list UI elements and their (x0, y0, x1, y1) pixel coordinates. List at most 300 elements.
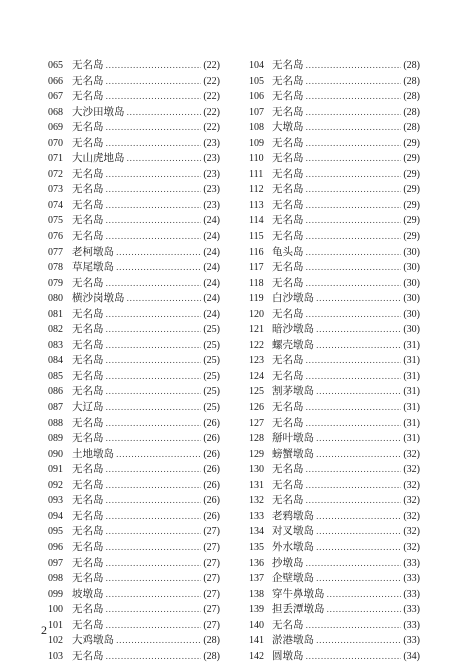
island-name: 无名岛 (72, 276, 104, 289)
entry-number: 086 (48, 386, 63, 398)
dot-leader (106, 478, 202, 494)
page-reference: (30) (403, 277, 420, 289)
dot-leader (106, 556, 202, 572)
dot-leader (106, 229, 202, 245)
island-name: 无名岛 (72, 354, 104, 367)
toc-entry (48, 245, 220, 261)
dot-leader (106, 400, 202, 416)
entry-number: 092 (48, 479, 63, 491)
toc-entry (249, 400, 420, 416)
page-reference: (33) (403, 557, 420, 569)
page-reference: (30) (403, 308, 420, 320)
toc-entry (48, 400, 220, 416)
island-name: 抄墩岛 (272, 556, 304, 569)
island-name: 土地墩岛 (72, 447, 114, 460)
toc-entry (249, 322, 420, 338)
island-name: 无名岛 (72, 59, 104, 71)
dot-leader (306, 478, 402, 494)
entry-number: 131 (249, 479, 264, 491)
toc-entry (48, 105, 220, 121)
entry-number: 080 (48, 293, 63, 305)
island-name: 无名岛 (272, 478, 304, 491)
page-reference: (28) (203, 650, 220, 662)
island-name: 淤港墩岛 (272, 634, 314, 647)
dot-leader (306, 151, 402, 167)
entry-number: 142 (249, 650, 264, 662)
entry-number: 129 (249, 448, 264, 460)
entry-number: 123 (249, 355, 264, 367)
island-name: 无名岛 (272, 167, 304, 180)
toc-entry (48, 416, 220, 432)
dot-leader (306, 198, 402, 214)
page-reference: (26) (203, 433, 220, 445)
page-reference: (26) (203, 464, 220, 476)
dot-leader (106, 182, 202, 198)
island-name: 无名岛 (72, 649, 104, 662)
toc-entry (48, 338, 220, 354)
toc-right-column (249, 58, 420, 664)
entry-number: 068 (48, 106, 63, 118)
island-name: 大山虎地岛 (72, 152, 125, 165)
toc-entry (48, 384, 220, 400)
page-reference: (26) (203, 448, 220, 460)
toc-entry (48, 291, 220, 307)
toc-entry (48, 540, 220, 556)
entry-number: 132 (249, 495, 264, 507)
page-reference: (31) (403, 355, 420, 367)
dot-leader (306, 74, 402, 90)
island-name: 草尾墩岛 (72, 261, 114, 274)
toc-entry (249, 524, 420, 540)
page-reference: (31) (403, 339, 420, 351)
dot-leader (106, 431, 202, 447)
toc-entry (48, 151, 220, 167)
dot-leader (106, 416, 202, 432)
island-name: 无名岛 (272, 276, 304, 289)
dot-leader (116, 245, 201, 261)
toc-entry (48, 633, 220, 649)
page-reference: (25) (203, 355, 220, 367)
page-reference: (29) (403, 184, 420, 196)
dot-leader (316, 633, 401, 649)
dot-leader (306, 136, 402, 152)
dot-leader (316, 322, 401, 338)
entry-number: 126 (249, 402, 264, 414)
page-reference: (25) (203, 339, 220, 351)
dot-leader (106, 509, 202, 525)
page-reference: (24) (203, 308, 220, 320)
toc-entry (249, 198, 420, 214)
island-name: 无名岛 (272, 369, 304, 382)
page-reference: (32) (403, 526, 420, 538)
entry-number: 139 (249, 604, 264, 616)
entry-number: 122 (249, 339, 264, 351)
island-name: 圆墩岛 (272, 649, 304, 662)
toc-entry (249, 182, 420, 198)
entry-number: 138 (249, 588, 264, 600)
island-name: 龟头岛 (272, 245, 304, 258)
island-name: 无名岛 (72, 618, 104, 631)
page-reference: (24) (203, 215, 220, 227)
island-name: 无名岛 (272, 59, 304, 71)
dot-leader (306, 167, 402, 183)
dot-leader (116, 633, 201, 649)
dot-leader (106, 493, 202, 509)
island-name: 白沙墩岛 (272, 292, 314, 305)
island-name: 掰叶墩岛 (272, 432, 314, 445)
page-reference: (29) (403, 153, 420, 165)
page-reference: (28) (403, 91, 420, 103)
page-reference: (29) (403, 199, 420, 211)
toc-entry (249, 447, 420, 463)
page-reference: (32) (403, 495, 420, 507)
island-name: 大墩岛 (272, 121, 304, 134)
toc-entry (249, 384, 420, 400)
island-name: 无名岛 (72, 136, 104, 149)
island-name: 大鸡墩岛 (72, 634, 114, 647)
entry-number: 117 (249, 262, 264, 274)
page-reference: (33) (403, 619, 420, 631)
entry-number: 106 (249, 91, 264, 103)
dot-leader (106, 307, 202, 323)
toc-entry (48, 509, 220, 525)
entry-number: 091 (48, 464, 63, 476)
entry-number: 101 (48, 619, 63, 631)
entry-number: 141 (249, 635, 264, 647)
dot-leader (306, 213, 402, 229)
dot-leader (106, 58, 202, 74)
dot-leader (316, 338, 401, 354)
dot-leader (327, 602, 402, 618)
island-name: 无名岛 (272, 136, 304, 149)
island-name: 无名岛 (272, 230, 304, 243)
island-name: 无名岛 (272, 494, 304, 507)
dot-leader (116, 260, 201, 276)
page-reference: (25) (203, 386, 220, 398)
entry-number: 112 (249, 184, 264, 196)
island-name: 大沙田墩岛 (72, 105, 125, 118)
page-reference: (33) (403, 635, 420, 647)
dot-leader (106, 120, 202, 136)
page-reference: (26) (203, 479, 220, 491)
toc-entry (48, 431, 220, 447)
entry-number: 107 (249, 106, 264, 118)
page-reference: (30) (403, 262, 420, 274)
island-name: 无名岛 (272, 183, 304, 196)
entry-number: 098 (48, 573, 63, 585)
dot-leader (106, 136, 202, 152)
toc-entry (249, 462, 420, 478)
page-reference: (25) (203, 324, 220, 336)
toc-entry (249, 353, 420, 369)
entry-number: 105 (249, 75, 264, 87)
entry-number: 065 (48, 60, 63, 71)
entry-number: 130 (249, 464, 264, 476)
toc-entry (48, 618, 220, 634)
entry-number: 097 (48, 557, 63, 569)
dot-leader (106, 602, 202, 618)
island-name: 无名岛 (272, 90, 304, 103)
island-name: 无名岛 (72, 338, 104, 351)
island-name: 无名岛 (272, 307, 304, 320)
toc-entry (249, 136, 420, 152)
entry-number: 137 (249, 573, 264, 585)
dot-leader (316, 540, 401, 556)
page-reference: (22) (203, 91, 220, 103)
page-reference: (24) (203, 277, 220, 289)
toc-entry (48, 136, 220, 152)
island-name: 无名岛 (72, 214, 104, 227)
toc-entry (249, 167, 420, 183)
entry-number: 111 (249, 168, 264, 180)
dot-leader (106, 384, 202, 400)
page-reference: (27) (203, 588, 220, 600)
dot-leader (116, 447, 201, 463)
entry-number: 094 (48, 510, 63, 522)
toc-entry (48, 260, 220, 276)
toc-entry (249, 509, 420, 525)
entry-number: 072 (48, 168, 63, 180)
page-reference: (28) (403, 60, 420, 71)
entry-number: 090 (48, 448, 63, 460)
dot-leader (106, 540, 202, 556)
toc-entry (48, 524, 220, 540)
dot-leader (316, 571, 401, 587)
entry-number: 076 (48, 231, 63, 243)
dot-leader (106, 167, 202, 183)
page-reference: (24) (203, 293, 220, 305)
page-reference: (25) (203, 370, 220, 382)
island-name: 企壁墩岛 (272, 572, 314, 585)
toc-left-column (48, 58, 220, 664)
dot-leader (106, 353, 202, 369)
entry-number: 133 (249, 510, 264, 522)
toc-entry (249, 556, 420, 572)
dot-leader (306, 416, 402, 432)
dot-leader (306, 493, 402, 509)
island-name: 无名岛 (72, 603, 104, 616)
page-reference: (26) (203, 510, 220, 522)
entry-number: 081 (48, 308, 63, 320)
entry-number: 066 (48, 75, 63, 87)
entry-number: 128 (249, 433, 264, 445)
page-reference: (24) (203, 246, 220, 258)
toc-entry (48, 447, 220, 463)
dot-leader (106, 369, 202, 385)
island-name: 坡墩岛 (72, 587, 104, 600)
island-name: 无名岛 (72, 230, 104, 243)
entry-number: 113 (249, 199, 264, 211)
entry-number: 088 (48, 417, 63, 429)
dot-leader (106, 198, 202, 214)
page-reference: (22) (203, 122, 220, 134)
page-reference: (27) (203, 541, 220, 553)
island-name: 无名岛 (72, 323, 104, 336)
entry-number: 118 (249, 277, 264, 289)
dot-leader (316, 384, 401, 400)
entry-number: 075 (48, 215, 63, 227)
entry-number: 127 (249, 417, 264, 429)
page-reference: (29) (403, 137, 420, 149)
entry-number: 071 (48, 153, 63, 165)
toc-entry (48, 571, 220, 587)
page-reference: (33) (403, 588, 420, 600)
toc-entry (48, 182, 220, 198)
dot-leader (327, 587, 402, 603)
page-reference: (29) (403, 231, 420, 243)
entry-number: 125 (249, 386, 264, 398)
island-name: 无名岛 (72, 121, 104, 134)
entry-number: 135 (249, 541, 264, 553)
island-name: 穿牛鼻墩岛 (272, 587, 325, 600)
toc-entry (48, 462, 220, 478)
dot-leader (306, 229, 402, 245)
dot-leader (306, 618, 402, 634)
page-reference: (32) (403, 541, 420, 553)
toc-entry (48, 58, 220, 74)
dot-leader (127, 291, 202, 307)
page-reference: (31) (403, 402, 420, 414)
page-reference: (30) (403, 324, 420, 336)
dot-leader (106, 89, 202, 105)
page-reference: (26) (203, 417, 220, 429)
page-reference: (27) (203, 557, 220, 569)
toc-entry (249, 245, 420, 261)
entry-number: 083 (48, 339, 63, 351)
island-name: 无名岛 (72, 416, 104, 429)
toc-entry (48, 307, 220, 323)
page-reference: (23) (203, 153, 220, 165)
island-name: 无名岛 (272, 74, 304, 87)
entry-number: 102 (48, 635, 63, 647)
dot-leader (106, 338, 202, 354)
island-name: 无名岛 (272, 401, 304, 414)
toc-entry (249, 369, 420, 385)
page-reference: (28) (403, 106, 420, 118)
entry-number: 096 (48, 541, 63, 553)
island-name: 横沙岗墩岛 (72, 292, 125, 305)
entry-number: 103 (48, 650, 63, 662)
entry-number: 087 (48, 402, 63, 414)
toc-entry (48, 276, 220, 292)
entry-number: 093 (48, 495, 63, 507)
dot-leader (106, 462, 202, 478)
toc-entry (48, 229, 220, 245)
toc-entry (48, 74, 220, 90)
island-name: 割茅墩岛 (272, 385, 314, 398)
entry-number: 114 (249, 215, 264, 227)
entry-number: 100 (48, 604, 63, 616)
island-name: 无名岛 (272, 416, 304, 429)
page-reference: (27) (203, 526, 220, 538)
dot-leader (306, 400, 402, 416)
page-reference: (29) (403, 168, 420, 180)
entry-number: 082 (48, 324, 63, 336)
island-name: 无名岛 (72, 369, 104, 382)
page-reference: (32) (403, 464, 420, 476)
page-reference: (24) (203, 231, 220, 243)
page-number: 2 (41, 623, 47, 637)
toc-entry (48, 556, 220, 572)
toc-entry (48, 478, 220, 494)
toc-entry (249, 633, 420, 649)
entry-number: 067 (48, 91, 63, 103)
page-reference: (23) (203, 137, 220, 149)
page-reference: (32) (403, 479, 420, 491)
island-name: 无名岛 (272, 152, 304, 165)
dot-leader (306, 245, 402, 261)
island-name: 无名岛 (272, 214, 304, 227)
island-name: 螃蟹墩岛 (272, 447, 314, 460)
page-reference: (30) (403, 293, 420, 305)
toc-entry (48, 213, 220, 229)
page-reference: (28) (403, 75, 420, 87)
dot-leader (316, 524, 401, 540)
island-name: 无名岛 (72, 90, 104, 103)
page-reference: (33) (403, 573, 420, 585)
toc-entry (249, 58, 420, 74)
entry-number: 077 (48, 246, 63, 258)
toc-entry (48, 322, 220, 338)
toc-entry (249, 151, 420, 167)
page-reference: (28) (203, 635, 220, 647)
toc-entry (249, 229, 420, 245)
island-name: 无名岛 (72, 167, 104, 180)
dot-leader (316, 291, 401, 307)
island-name: 无名岛 (272, 261, 304, 274)
entry-number: 070 (48, 137, 63, 149)
entry-number: 121 (249, 324, 264, 336)
island-name: 无名岛 (72, 540, 104, 553)
toc-entry (48, 167, 220, 183)
toc-entry (48, 198, 220, 214)
dot-leader (306, 462, 402, 478)
toc-entry (249, 291, 420, 307)
toc-entry (249, 89, 420, 105)
island-name: 外水墩岛 (272, 540, 314, 553)
dot-leader (306, 353, 402, 369)
island-name: 无名岛 (72, 385, 104, 398)
page-reference: (31) (403, 370, 420, 382)
page-reference: (22) (203, 106, 220, 118)
island-name: 无名岛 (72, 74, 104, 87)
island-name: 老鸦墩岛 (272, 509, 314, 522)
entry-number: 116 (249, 246, 264, 258)
page-reference: (22) (203, 75, 220, 87)
dot-leader (306, 556, 402, 572)
dot-leader (127, 151, 202, 167)
dot-leader (106, 649, 202, 664)
entry-number: 073 (48, 184, 63, 196)
entry-number: 099 (48, 588, 63, 600)
toc-entry (249, 307, 420, 323)
island-name: 无名岛 (272, 463, 304, 476)
entry-number: 079 (48, 277, 63, 289)
dot-leader (306, 89, 402, 105)
toc-entry (48, 89, 220, 105)
entry-number: 089 (48, 433, 63, 445)
entry-number: 109 (249, 137, 264, 149)
page-reference: (34) (403, 650, 420, 662)
dot-leader (106, 213, 202, 229)
entry-number: 119 (249, 293, 264, 305)
dot-leader (306, 120, 402, 136)
page-reference: (28) (403, 122, 420, 134)
dot-leader (306, 105, 402, 121)
dot-leader (106, 571, 202, 587)
toc-entry (249, 493, 420, 509)
island-name: 担丢潭墩岛 (272, 603, 325, 616)
